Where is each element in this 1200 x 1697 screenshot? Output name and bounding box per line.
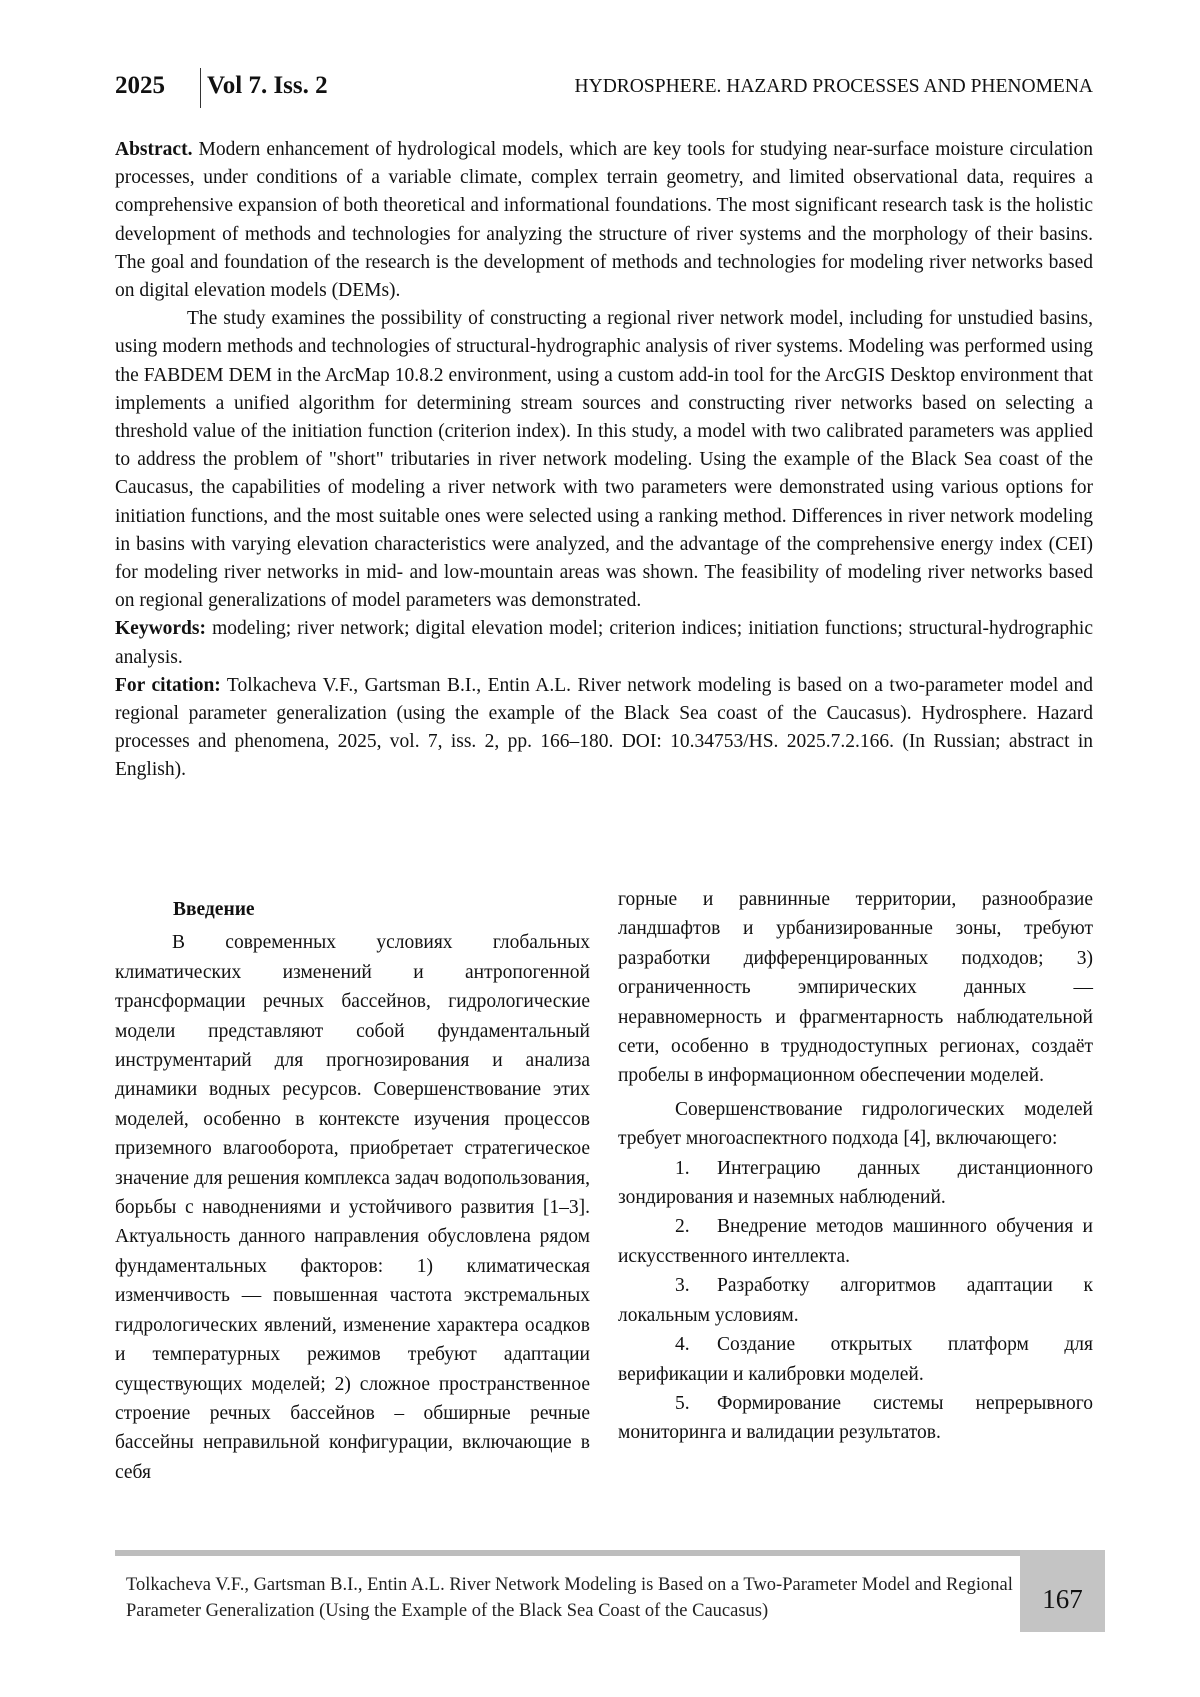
- page-number: 167: [1020, 1550, 1105, 1632]
- list-item: [618, 1154, 1093, 1213]
- footer-reference: Tolkacheva V.F., Gartsman B.I., Entin A.L. River Network Modeling is Based on a Two-Parameter Model and Regional Parameter Generalization (Using the Example of the Black Sea Coast of the Caucasus): [126, 1575, 1013, 1621]
- abstract-text-1: Modern enhancement of hydrological models, which are key tools for studying near-surface moisture circulation processes, under conditions of a variable climate, complex terrain geometry, and limited observational data, requires a comprehensive expansion of both theoretical and informational foundations. The most significant research task is the holistic development of methods and technologies for analyzing the structure of river systems and the morphology of their basins. The goal and foundation of the research is the development of methods and technologies for modeling river networks based on digital elevation models (DEMs).: [115, 139, 1093, 302]
- right-column: [618, 885, 1093, 1448]
- list-text: Формирование системы непрерывного мониторинга и валидации результатов.: [618, 1392, 1093, 1444]
- abstract-paragraph-2: The study examines the possibility of constructing a regional river network model, including for unstudied basins, using modern methods and technologies of structural-hydrographic analysis of river systems. Modeling was performed using the FABDEM DEM in the ArcMap 10.8.2 environment, using a custom add-in tool for the ArcGIS Desktop environment that implements a unified algorithm for determining stream sources and constructing river networks based on selecting a threshold value of the initiation function (criterion index). In this study, a model with two calibrated parameters was applied to address the problem of "short" tributaries in river network modeling. Using the example of the Black Sea coast of the Caucasus, the capabilities of modeling a river network with two parameters were demonstrated using various options for initiation functions, and the most suitable ones were selected using a ranking method. Differences in river network modeling in basins with varying elevation characteristics were analyzed, and the advantage of the comprehensive energy index (CEI) for modeling river networks in mid- and low-mountain areas was shown. The feasibility of modeling river networks based on regional generalizations of model parameters was demonstrated.: [115, 308, 1093, 612]
- list-number: 1.: [675, 1157, 690, 1179]
- citation: [115, 672, 1093, 785]
- list-item: [618, 1271, 1093, 1330]
- abstract-label: Abstract.: [115, 139, 193, 160]
- header-divider: [200, 68, 201, 108]
- list-number: 3.: [675, 1275, 690, 1297]
- journal-title: HYDROSPHERE. HAZARD PROCESSES AND PHENOMENA: [574, 76, 1093, 97]
- keywords-text: modeling; river network; digital elevation model; criterion indices; initiation functions; structural-hydrographic analysis.: [115, 618, 1093, 668]
- list-text: Разработку алгоритмов адаптации к локальным условиям.: [618, 1275, 1093, 1326]
- list-number: 2.: [675, 1216, 690, 1238]
- running-header: [115, 68, 1093, 110]
- abstract-paragraph-1: [115, 136, 1093, 305]
- citation-label: For citation:: [115, 674, 221, 696]
- list-number: 5.: [675, 1392, 690, 1414]
- left-column: [115, 895, 590, 1487]
- list-text: Создание открытых платформ для верификации и калибровки моделей.: [618, 1334, 1093, 1385]
- list-item: [618, 1330, 1093, 1389]
- citation-text: Tolkacheva V.F., Gartsman B.I., Entin A.L. River network modeling is based on a two-parameter model and regional parameter generalization (using the example of the Black Sea coast of the Caucasus). Hydrosphere. Hazard processes and phenomena, 2025, vol. 7, iss. 2, pp. 166–180. DOI: 10.34753/HS. 2025.7.2.166. (In Russian; abstract in English).: [115, 674, 1093, 781]
- list-item: [618, 1212, 1093, 1271]
- header-volume: Vol 7. Iss. 2: [207, 72, 328, 99]
- list-text: Внедрение методов машинного обучения и искусственного интеллекта.: [618, 1216, 1093, 1267]
- list-item: [618, 1389, 1093, 1448]
- list-text: Интеграцию данных дистанционного зондирования и наземных наблюдений.: [618, 1157, 1093, 1209]
- intro-paragraph-1: В современных условиях глобальных климатических изменений и антропогенной трансформации речных бассейнов, гидрологические модели представляют собой фундаментальный инструментарий для прогнозирования и анализа динамики водных ресурсов. Совершенствование этих моделей, особенно в контексте изучения процессов приземного влагооборота, приобретает стратегическое значение для решения комплекса задач водопользования, борьбы с наводнениями и устойчивого развития [1–3]. Актуальность данного направления обусловлена рядом фундаментальных факторов: 1) климатическая изменчивость — повышенная частота экстремальных гидрологических явлений, изменение характера осадков и температурных режимов требуют адаптации существующих моделей; 2) сложное пространственное строение речных бассейнов – обширные речные бассейны неправильной конфигурации, включающие в себя: [115, 932, 590, 1483]
- list-number: 4.: [675, 1334, 690, 1356]
- header-year: 2025: [115, 72, 165, 99]
- keywords: [115, 615, 1093, 671]
- keywords-label: Keywords:: [115, 618, 206, 640]
- section-heading: Введение: [173, 899, 255, 920]
- intro-paragraph-1-continued: горные и равнинные территории, разнообразие ландшафтов и урбанизированные зоны, требуют разработки дифференцированных подходов; 3) ограниченность эмпирических данных — неравномерность и фрагментарность наблюдательной сети, особенно в труднодоступных регионах, создаёт пробелы в информационном обеспечении моделей.: [618, 889, 1093, 1087]
- footer-rule: [115, 1550, 1105, 1556]
- abstract-section: [115, 136, 1093, 785]
- intro-paragraph-2: Совершенствование гидрологических моделей требует многоаспектного подхода [4], включающего:: [618, 1098, 1093, 1150]
